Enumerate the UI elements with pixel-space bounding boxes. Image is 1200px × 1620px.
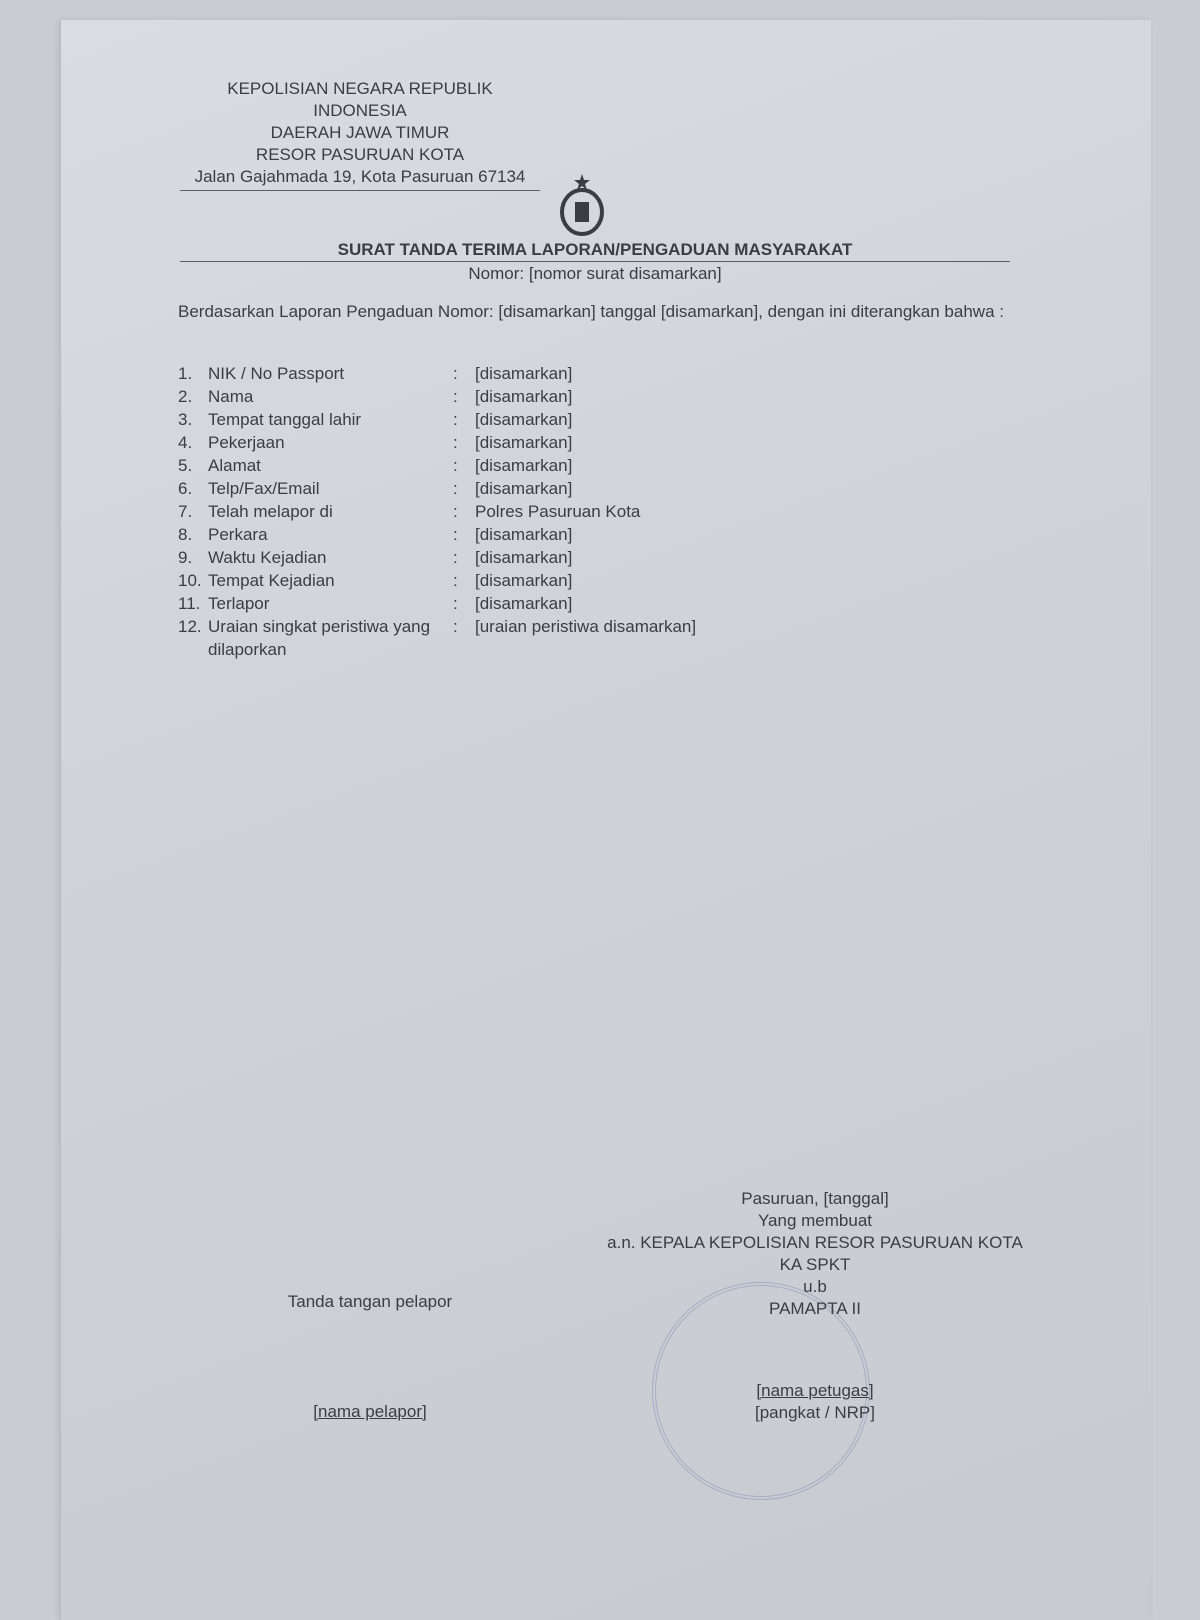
field-label: Telp/Fax/Email xyxy=(208,479,320,498)
field-row xyxy=(178,454,1013,477)
on-behalf-label: a.n. KEPALA KEPOLISIAN RESOR PASURUAN KOTA xyxy=(607,1233,1023,1252)
letterhead-line-3: RESOR PASURUAN KOTA xyxy=(255,145,465,164)
field-label: Waktu Kejadian xyxy=(208,548,327,567)
field-row xyxy=(178,385,1013,408)
field-colon: : xyxy=(453,502,458,521)
field-label: Tempat tanggal lahir xyxy=(208,410,362,429)
letterhead xyxy=(180,78,540,191)
intro-paragraph: Berdasarkan Laporan Pengaduan Nomor: [disamarkan] tanggal [disamarkan], dengan ini diterangkan bahwa : xyxy=(178,302,1004,321)
letterhead-address: Jalan Gajahmada 19, Kota Pasuruan 67134 xyxy=(180,166,540,191)
field-value: [disamarkan] xyxy=(475,571,573,590)
field-row xyxy=(178,362,1013,385)
police-emblem-icon xyxy=(547,172,617,236)
field-row xyxy=(178,477,1013,500)
field-number: 4. xyxy=(178,433,193,452)
letterhead-line-1: KEPOLISIAN NEGARA REPUBLIK INDONESIA xyxy=(227,79,493,120)
reporter-signature-block xyxy=(260,1292,480,1422)
field-row xyxy=(178,431,1013,454)
field-number: 5. xyxy=(178,456,193,475)
officer-rank: [pangkat / NRP] xyxy=(754,1403,875,1422)
field-value: [disamarkan] xyxy=(475,525,573,544)
field-label: Tempat Kejadian xyxy=(208,571,335,590)
field-number: 7. xyxy=(178,502,193,521)
field-value: [disamarkan] xyxy=(475,433,573,452)
field-label: Alamat xyxy=(208,456,261,475)
field-number: 9. xyxy=(178,548,193,567)
field-row xyxy=(178,500,1013,523)
document-title: SURAT TANDA TERIMA LAPORAN/PENGADUAN MASYARAKAT xyxy=(180,240,1010,262)
document-title-block xyxy=(180,240,1010,284)
place-date: Pasuruan, [tanggal] xyxy=(741,1189,889,1208)
field-row xyxy=(178,408,1013,431)
field-value: [disamarkan] xyxy=(475,364,573,383)
letterhead-line-2: DAERAH JAWA TIMUR xyxy=(270,123,450,142)
field-number: 3. xyxy=(178,410,193,429)
officer-position: PAMAPTA II xyxy=(769,1299,861,1318)
field-colon: : xyxy=(453,548,458,567)
field-colon: : xyxy=(453,387,458,406)
field-number: 10. xyxy=(178,571,202,590)
field-label: Perkara xyxy=(208,525,268,544)
field-value: [disamarkan] xyxy=(475,479,573,498)
field-label: Terlapor xyxy=(208,594,270,613)
field-colon: : xyxy=(453,364,458,383)
field-row xyxy=(178,592,1013,615)
field-number: 12. xyxy=(178,617,202,636)
field-colon: : xyxy=(453,456,458,475)
officer-name: [nama petugas] xyxy=(756,1381,874,1400)
field-value: [uraian peristiwa disamarkan] xyxy=(475,617,697,636)
field-colon: : xyxy=(453,525,458,544)
field-colon: : xyxy=(453,410,458,429)
field-label: Telah melapor di xyxy=(208,502,333,521)
field-label: NIK / No Passport xyxy=(208,364,345,383)
field-number: 8. xyxy=(178,525,193,544)
field-value: [disamarkan] xyxy=(475,410,573,429)
field-colon: : xyxy=(453,433,458,452)
maker-label: Yang membuat xyxy=(757,1211,873,1230)
field-label: Uraian singkat peristiwa yang dilaporkan xyxy=(208,617,431,659)
field-number: 11. xyxy=(178,594,201,613)
field-row xyxy=(178,569,1013,592)
field-row xyxy=(178,546,1013,569)
field-number: 1. xyxy=(178,364,193,383)
field-row xyxy=(178,615,1013,661)
field-value: Polres Pasuruan Kota xyxy=(475,502,641,521)
report-fields xyxy=(178,362,1013,661)
field-colon: : xyxy=(453,571,458,590)
field-number: 2. xyxy=(178,387,193,406)
field-row xyxy=(178,523,1013,546)
field-label: Pekerjaan xyxy=(208,433,285,452)
field-label: Nama xyxy=(208,387,254,406)
ub-label: u.b xyxy=(803,1277,827,1296)
field-value: [disamarkan] xyxy=(475,594,573,613)
reporter-signature-label: Tanda tangan pelapor xyxy=(287,1292,453,1311)
reporter-name: [nama pelapor] xyxy=(313,1402,427,1421)
field-colon: : xyxy=(453,479,458,498)
field-number: 6. xyxy=(178,479,193,498)
field-value: [disamarkan] xyxy=(475,548,573,567)
document-number: Nomor: [nomor surat disamarkan] xyxy=(468,264,722,283)
officer-signature-block xyxy=(580,1188,1050,1424)
unit-label: KA SPKT xyxy=(779,1255,851,1274)
field-colon: : xyxy=(453,594,458,613)
field-value: [disamarkan] xyxy=(475,456,573,475)
field-colon: : xyxy=(453,617,458,636)
field-value: [disamarkan] xyxy=(475,387,573,406)
